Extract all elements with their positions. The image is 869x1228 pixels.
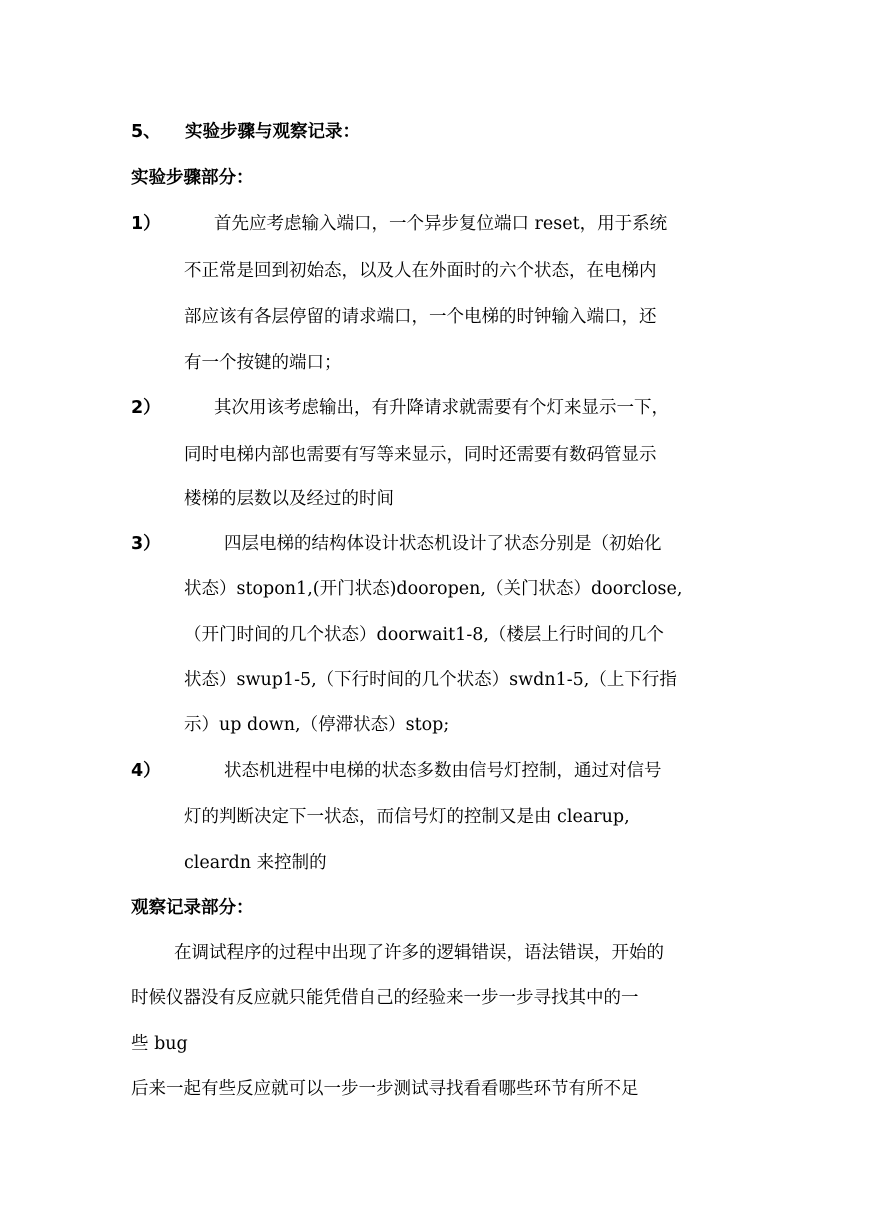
section-number: 5、 (131, 122, 161, 142)
step-line: 首先应考虑输入端口，一个异步复位端口 reset，用于系统 (214, 214, 668, 234)
step-line: 部应该有各层停留的请求端口，一个电梯的时钟输入端口，还 (184, 307, 657, 327)
step-line: 有一个按键的端口； (184, 353, 342, 373)
observation-line: 时候仪器没有反应就只能凭借自己的经验来一步一步寻找其中的一 (131, 988, 639, 1008)
step-line: 示）up down,（停滞状态）stop; (184, 715, 450, 735)
step-line: 状态）stopon1,(开门状态)dooropen,（关门状态）doorclose, (184, 579, 683, 599)
step-line: （开门时间的几个状态）doorwait1-8,（楼层上行时间的几个 (184, 625, 664, 645)
step-line: 不正常是回到初始态，以及人在外面时的六个状态，在电梯内 (184, 261, 657, 281)
step-number: 2） (131, 398, 161, 418)
step-line: 状态）swup1-5,（下行时间的几个状态）swdn1-5,（上下行指 (184, 670, 677, 690)
step-line: 灯的判断决定下一状态，而信号灯的控制又是由 clearup, (184, 807, 630, 827)
step-line: 四层电梯的结构体设计状态机设计了状态分别是（初始化 (224, 534, 662, 554)
step-number: 3） (131, 534, 161, 554)
observation-line: 后来一起有些反应就可以一步一步测试寻找看看哪些环节有所不足 (131, 1079, 639, 1099)
step-line: 状态机进程中电梯的状态多数由信号灯控制，通过对信号 (224, 761, 662, 781)
step-line: 楼梯的层数以及经过的时间 (184, 489, 394, 509)
step-line: 其次用该考虑输出，有升降请求就需要有个灯来显示一下， (214, 398, 669, 418)
step-line: 同时电梯内部也需要有写等来显示，同时还需要有数码管显示 (184, 445, 657, 465)
step-number: 1） (131, 214, 161, 234)
steps-heading: 实验步骤部分： (131, 168, 254, 188)
section-title: 实验步骤与观察记录： (185, 122, 360, 142)
step-number: 4） (131, 761, 161, 781)
observation-heading: 观察记录部分： (131, 898, 254, 918)
observation-line: 在调试程序的过程中出现了许多的逻辑错误，语法错误，开始的 (174, 943, 664, 963)
step-line: cleardn 来控制的 (184, 853, 327, 873)
section-heading (131, 118, 360, 143)
observation-line: 些 bug (131, 1034, 188, 1054)
